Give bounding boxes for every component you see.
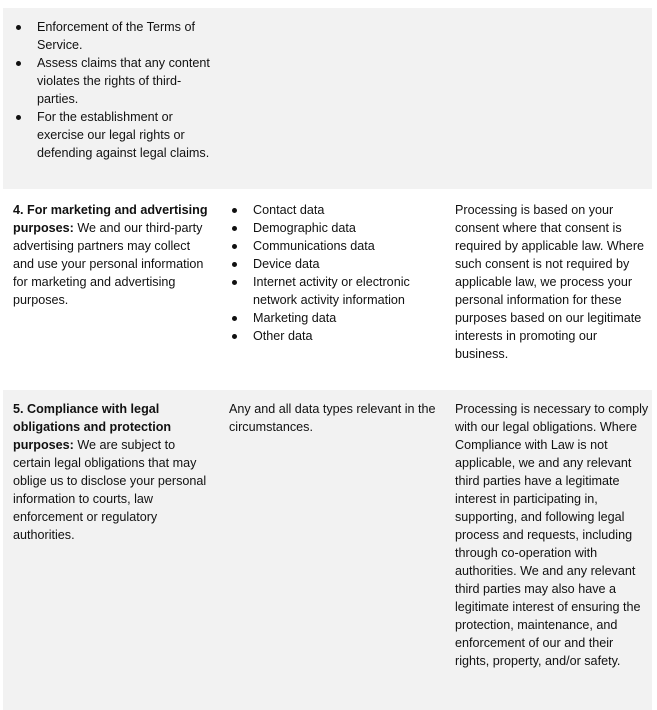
list-item: Internet activity or electronic network activity information (229, 273, 441, 309)
bullet-icon (16, 25, 21, 30)
bullet-icon (232, 262, 237, 267)
list-item: Assess claims that any content violates the rights of third-parties. (13, 54, 213, 108)
bullet-icon (16, 61, 21, 66)
purpose-cell (13, 18, 213, 162)
bullet-icon (16, 115, 21, 120)
purpose-text: We and our third-party advertising partners may collect and use your personal information for marketing and advertising purposes. (13, 221, 204, 307)
legal-basis-cell (455, 400, 649, 670)
purpose-cell (13, 201, 213, 309)
list-item: Demographic data (229, 219, 441, 237)
bullet-icon (232, 334, 237, 339)
list-item: Contact data (229, 201, 441, 219)
list-item: Communications data (229, 237, 441, 255)
list-item: Marketing data (229, 309, 441, 327)
data-types-text: Any and all data types relevant in the circumstances. (229, 402, 436, 434)
legal-basis-text: Processing is based on your consent where that consent is required by applicable law. Where such consent is not required by applicable law, we process your personal information for these purposes based on our legitimate interests in promoting our business. (455, 203, 645, 361)
purpose-description (13, 400, 213, 544)
bullet-icon (232, 244, 237, 249)
legal-basis-cell (455, 201, 649, 363)
list-item: Other data (229, 327, 441, 345)
list-item: For the establishment or exercise our legal rights or defending against legal claims. (13, 108, 213, 162)
data-types-cell (229, 201, 441, 345)
table-row-compliance (3, 390, 652, 710)
purpose-cell (13, 400, 213, 544)
purpose-title: 5. Compliance with legal obligations and protection purposes: (13, 402, 172, 452)
purpose-text: We are subject to certain legal obligations that may oblige us to disclose your personal information to courts, law enforcement or regulatory authorities. (13, 438, 207, 542)
purpose-title: 4. For marketing and advertising purposes: (13, 203, 208, 235)
table-row-continuation (3, 8, 652, 189)
data-types-list (229, 201, 441, 345)
list-item: Enforcement of the Terms of Service. (13, 18, 213, 54)
bullet-icon (232, 316, 237, 321)
data-types-cell (229, 400, 441, 436)
bullet-icon (232, 226, 237, 231)
list-item: Device data (229, 255, 441, 273)
purpose-bullet-list (13, 18, 213, 162)
purpose-description (13, 201, 213, 309)
bullet-icon (232, 208, 237, 213)
table-row-marketing (3, 191, 652, 388)
legal-basis-text: Processing is necessary to comply with our legal obligations. Where Compliance with Law is not applicable, we and any relevant third parties have a legitimate interest in participating in, supporting, and following legal process and requests, including through co-operation with authorities. We and any relevant third parties may also have a legitimate interest of ensuring the protection, maintenance, and enforcement of our and their rights, property, and/or safety. (455, 402, 649, 668)
bullet-icon (232, 280, 237, 285)
